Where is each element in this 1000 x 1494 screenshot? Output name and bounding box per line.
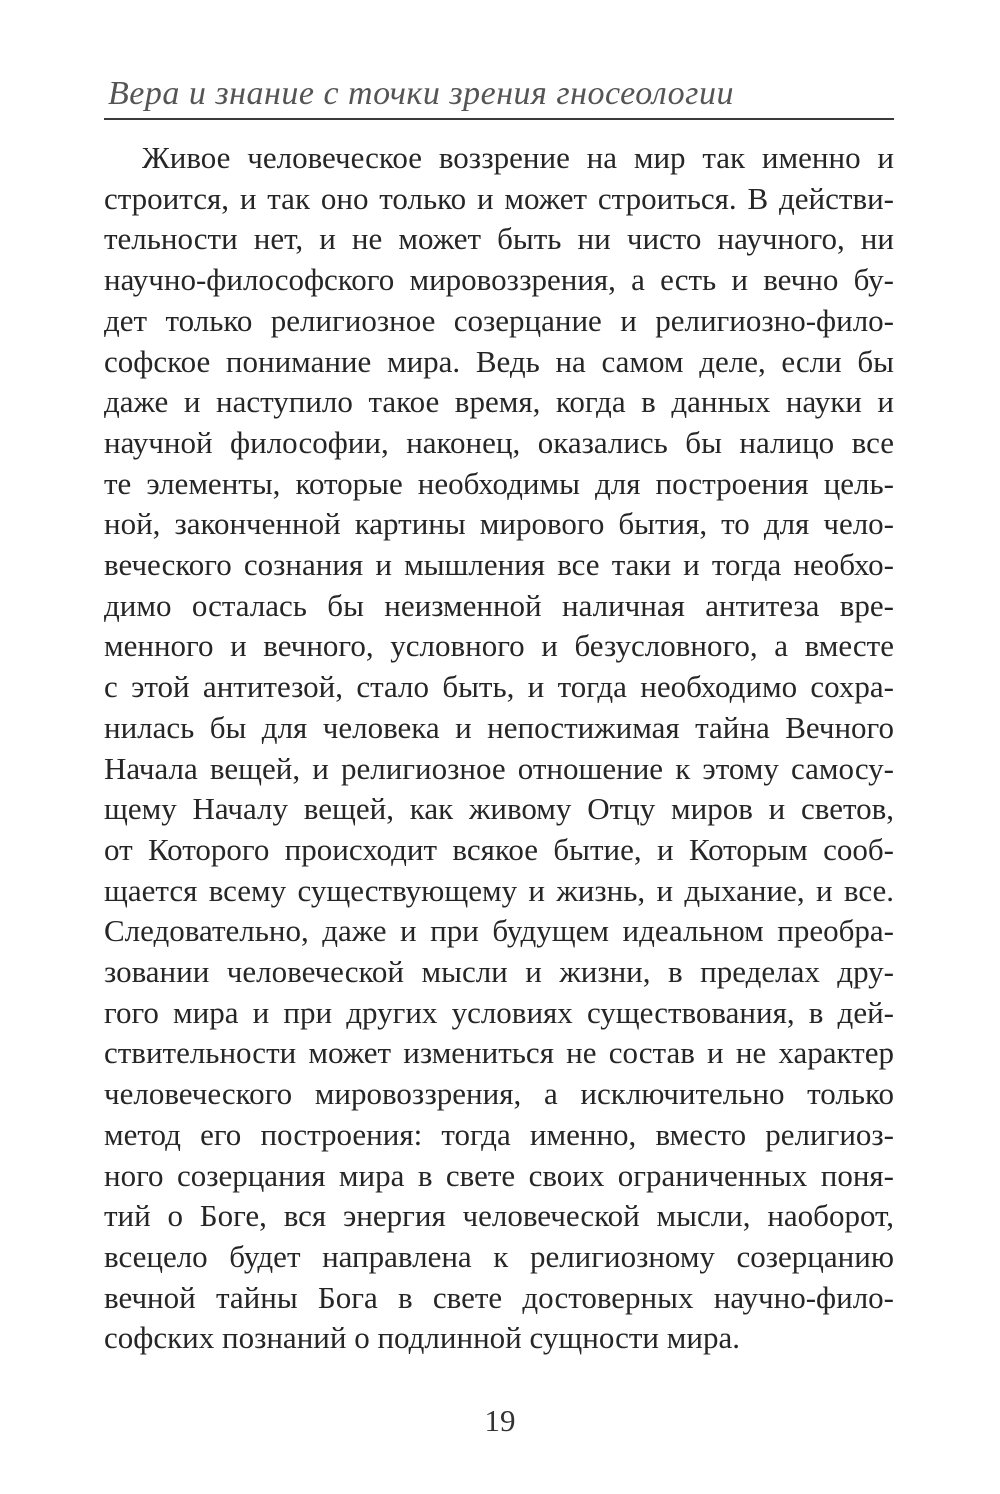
text-line: от Которого происходит всякое бытие, и Которым сооб- [104,831,894,867]
text-line: нилась бы для человека и непостижимая тайна Вечного [104,709,894,745]
text-line: научно-философского мировоззрения, а есть и вечно бу- [104,262,894,298]
text-line: Следовательно, даже и при будущем идеальном преобра- [104,913,894,949]
text-line: софских познаний о подлинной сущности мира. [104,1320,740,1356]
text-line: те элементы, которые необходимы для построения цель- [104,465,894,501]
text-line: софское понимание мира. Ведь на самом деле, если бы [104,343,894,379]
text-line: человеческого мировоззрения, а исключительно только [104,1076,894,1112]
text-line: тельности нет, и не может быть ни чисто научного, ни [104,221,894,257]
text-line: Начала вещей, и религиозное отношение к этому самосу- [104,750,894,786]
page-number: 19 [484,1403,516,1438]
text-line: дет только религиозное созерцание и религиозно-фило- [104,302,894,338]
body-paragraph [104,138,894,1359]
text-line: ного созерцания мира в свете своих ограниченных поня- [104,1157,894,1193]
header-rule [104,118,894,120]
text-line: ной, законченной картины мирового бытия, то для чело- [104,506,894,542]
text-line: тий о Боге, вся энергия человеческой мысли, наоборот, [104,1198,894,1234]
text-line: зовании человеческой мысли и жизни, в пределах дру- [104,954,894,990]
text-line: ствительности может измениться не состав и не характер [104,1035,894,1071]
text-line: щему Началу вещей, как живому Отцу миров и светов, [104,791,894,827]
text-line: метод его построения: тогда именно, вместо религиоз- [104,1116,894,1152]
text-line: с этой антитезой, стало быть, и тогда необходимо сохра- [104,669,894,705]
text-line: димо осталась бы неизменной наличная антитеза вре- [104,587,894,623]
running-head: Вера и знание с точки зрения гносеологии [108,75,734,112]
text-line: строится, и так оно только и может строиться. В действи- [104,180,894,216]
text-line: менного и вечного, условного и безусловного, а вместе [104,628,894,664]
text-line: щается всему существующему и жизнь, и дыхание, и все. [104,872,894,908]
text-line: гого мира и при других условиях существования, в дей- [104,994,894,1030]
text-line: веческого сознания и мышления все таки и тогда необхо- [104,547,894,583]
text-line: вечной тайны Бога в свете достоверных научно-фило- [104,1279,894,1315]
text-line: научной философии, наконец, оказались бы налицо все [104,424,894,460]
text-line: Живое человеческое воззрение на мир так именно и [142,140,894,175]
text-line: всецело будет направлена к религиозному созерцанию [104,1238,894,1274]
text-line: даже и наступило такое время, когда в данных науки и [104,384,894,420]
